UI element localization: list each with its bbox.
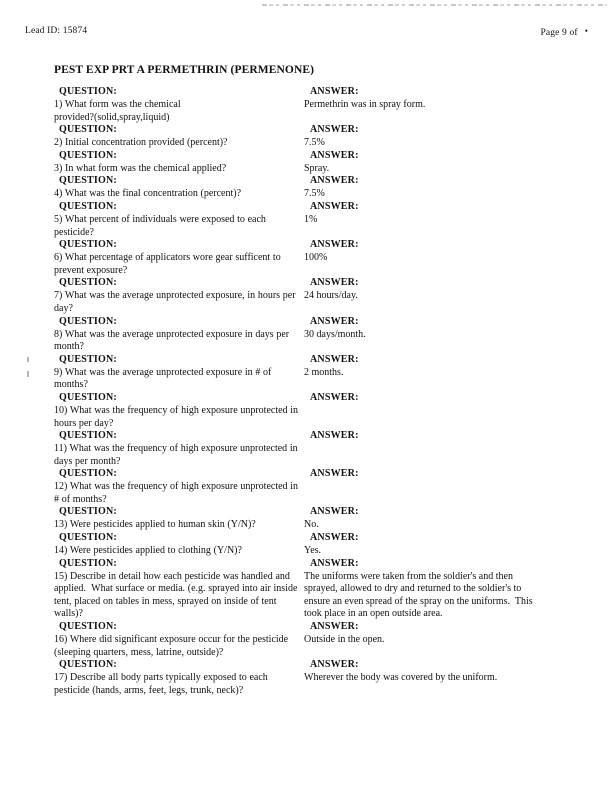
margin-speck [27, 357, 29, 362]
question-label: QUESTION: [59, 430, 117, 442]
answer-text [304, 99, 584, 112]
qa-label-row [54, 621, 584, 634]
question-line: 13) Were pesticides applied to human skin (Y/N)? [54, 519, 256, 531]
qa-label-row [54, 392, 584, 405]
question-text [54, 405, 306, 430]
qa-block [54, 175, 584, 201]
answer-line: 1% [304, 213, 318, 225]
page-number-label: Page 9 of [540, 28, 578, 38]
question-line: provided?(solid,spray,liquid) [54, 111, 170, 123]
question-line: day? [54, 302, 73, 314]
qa-block [54, 532, 584, 558]
question-line: 10) What was the frequency of high exposure unprotected in [54, 404, 299, 416]
qa-body-row [54, 405, 584, 430]
question-label: QUESTION: [59, 532, 117, 544]
qa-block [54, 239, 584, 277]
answer-label: ANSWER: [310, 200, 359, 212]
answer-line: 30 days/month. [304, 328, 366, 340]
question-text [54, 367, 306, 392]
qa-list [54, 86, 584, 697]
qa-body-row [54, 367, 584, 392]
question-line: 16) Where did significant exposure occur for the pesticide [54, 634, 289, 646]
qa-block [54, 468, 584, 506]
question-text [54, 252, 306, 277]
answer-text [304, 519, 584, 532]
question-text [54, 163, 306, 176]
qa-block [54, 316, 584, 354]
question-line: 2) Initial concentration provided (percent)? [54, 137, 228, 149]
qa-block [54, 277, 584, 315]
answer-text [304, 367, 584, 380]
qa-label-row [54, 150, 584, 163]
answer-line: Wherever the body was covered by the uniform. [304, 672, 498, 684]
qa-body-row [54, 188, 584, 201]
qa-block [54, 506, 584, 532]
answer-line: 7.5% [304, 137, 325, 149]
answer-label: ANSWER: [310, 468, 359, 480]
answer-label: ANSWER: [310, 149, 359, 161]
qa-body-row [54, 252, 584, 277]
qa-body-row [54, 99, 584, 124]
document-title: PEST EXP PRT A PERMETHRIN (PERMENONE) [54, 64, 315, 76]
answer-line: No. [304, 519, 319, 531]
answer-label: ANSWER: [310, 86, 359, 97]
question-label: QUESTION: [59, 621, 117, 633]
answer-line: Yes. [304, 545, 322, 557]
question-line: pesticide? [54, 226, 94, 238]
page-total-mark: • [584, 26, 588, 36]
scan-artifact-line [262, 4, 607, 6]
question-label: QUESTION: [59, 277, 117, 289]
qa-label-row [54, 430, 584, 443]
question-text [54, 443, 306, 468]
question-label: QUESTION: [59, 659, 117, 671]
question-label: QUESTION: [59, 239, 117, 251]
question-text [54, 329, 306, 354]
answer-label: ANSWER: [310, 315, 359, 327]
qa-label-row [54, 239, 584, 252]
qa-block [54, 354, 584, 392]
answer-line: Outside in the open. [304, 634, 385, 646]
qa-body-row [54, 214, 584, 239]
question-line: prevent exposure? [54, 264, 128, 276]
qa-block [54, 558, 584, 621]
qa-block [54, 150, 584, 176]
question-line: (sleeping quarters, mess, latrine, outside)? [54, 646, 224, 658]
answer-text [304, 290, 584, 303]
question-text [54, 188, 306, 201]
qa-block [54, 124, 584, 150]
answer-line: The uniforms were taken from the soldier's and then [304, 570, 513, 582]
question-text [54, 672, 306, 697]
qa-body-row [54, 443, 584, 468]
qa-body-row [54, 163, 584, 176]
answer-line: took place in an open outside area. [304, 608, 443, 620]
qa-block [54, 201, 584, 239]
question-line: 11) What was the frequency of high exposure unprotected in [54, 443, 298, 455]
question-label: QUESTION: [59, 391, 117, 403]
qa-body-row [54, 481, 584, 506]
qa-label-row [54, 659, 584, 672]
question-label: QUESTION: [59, 315, 117, 327]
answer-line: Permethrin was in spray form. [304, 99, 426, 110]
answer-line: ensure an even spread of the spray on the uniforms. This [304, 595, 533, 607]
qa-body-row [54, 545, 584, 558]
question-label: QUESTION: [59, 175, 117, 187]
answer-label: ANSWER: [310, 506, 359, 518]
qa-block [54, 621, 584, 659]
qa-body-row [54, 519, 584, 532]
answer-text [304, 252, 584, 265]
question-label: QUESTION: [59, 86, 117, 97]
qa-body-row [54, 329, 584, 354]
qa-label-row [54, 506, 584, 519]
answer-label: ANSWER: [310, 175, 359, 187]
question-line: # of months? [54, 493, 107, 505]
question-text [54, 634, 306, 659]
question-line: tent, placed on tables in mess, sprayed on inside of tent [54, 595, 277, 607]
question-label: QUESTION: [59, 506, 117, 518]
qa-block [54, 430, 584, 468]
question-line: 17) Describe all body parts typically exposed to each [54, 672, 268, 684]
question-line: 5) What percent of individuals were exposed to each [54, 213, 266, 225]
answer-text [304, 545, 584, 558]
qa-body-row [54, 634, 584, 659]
answer-text [304, 137, 584, 150]
question-line: 14) Were pesticides applied to clothing (Y/N)? [54, 545, 242, 557]
page-number [540, 26, 588, 38]
answer-label: ANSWER: [310, 353, 359, 365]
qa-body-row [54, 290, 584, 315]
question-text [54, 481, 306, 506]
question-label: QUESTION: [59, 557, 117, 569]
qa-label-row [54, 277, 584, 290]
qa-label-row [54, 86, 584, 99]
question-line: applied. What surface or media. (e.g. sprayed into air inside [54, 583, 298, 595]
answer-text [304, 634, 584, 647]
question-line: 8) What was the average unprotected exposure in days per [54, 328, 290, 340]
question-label: QUESTION: [59, 353, 117, 365]
question-line: month? [54, 341, 84, 353]
question-line: 9) What was the average unprotected exposure in # of [54, 366, 272, 378]
answer-text [304, 163, 584, 176]
question-label: QUESTION: [59, 200, 117, 212]
question-text [54, 519, 306, 532]
qa-label-row [54, 175, 584, 188]
answer-text [304, 672, 584, 685]
answer-text [304, 214, 584, 227]
question-label: QUESTION: [59, 468, 117, 480]
question-label: QUESTION: [59, 149, 117, 161]
question-text [54, 137, 306, 150]
answer-line: 2 months. [304, 366, 344, 378]
question-line: pesticide (hands, arms, feet, legs, trunk, neck)? [54, 684, 244, 696]
qa-body-row [54, 137, 584, 150]
question-line: 4) What was the final concentration (percent)? [54, 188, 242, 200]
qa-label-row [54, 468, 584, 481]
answer-text [304, 571, 584, 621]
answer-label: ANSWER: [310, 239, 359, 251]
answer-label: ANSWER: [310, 430, 359, 442]
question-line: 6) What percentage of applicators wore gear sufficent to [54, 252, 281, 264]
qa-label-row [54, 124, 584, 137]
question-text [54, 571, 306, 621]
answer-line: 7.5% [304, 188, 325, 200]
question-label: QUESTION: [59, 124, 117, 136]
qa-label-row [54, 532, 584, 545]
qa-body-row [54, 571, 584, 621]
question-text [54, 214, 306, 239]
qa-block [54, 392, 584, 430]
question-line: walls)? [54, 608, 83, 620]
question-line: 3) In what form was the chemical applied? [54, 162, 227, 174]
question-line: days per month? [54, 455, 121, 467]
answer-line: sprayed, allowed to dry and returned to the soldier's to [304, 583, 522, 595]
question-text [54, 545, 306, 558]
answer-line: 100% [304, 252, 328, 264]
answer-label: ANSWER: [310, 124, 359, 136]
qa-label-row [54, 354, 584, 367]
qa-label-row [54, 316, 584, 329]
question-line: 12) What was the frequency of high exposure unprotected in [54, 481, 299, 493]
question-text [54, 290, 306, 315]
question-line: months? [54, 379, 88, 391]
qa-block [54, 86, 584, 124]
answer-line: Spray. [304, 162, 330, 174]
answer-line: 24 hours/day. [304, 290, 358, 302]
answer-label: ANSWER: [310, 277, 359, 289]
question-line: 7) What was the average unprotected exposure, in hours per [54, 290, 296, 302]
qa-label-row [54, 558, 584, 571]
lead-id: Lead ID: 15874 [25, 26, 88, 36]
answer-label: ANSWER: [310, 659, 359, 671]
question-text [54, 99, 306, 124]
answer-label: ANSWER: [310, 532, 359, 544]
qa-block [54, 659, 584, 697]
page-header [0, 26, 611, 42]
question-line: hours per day? [54, 417, 114, 429]
question-line: 1) What form was the chemical [54, 99, 181, 110]
qa-label-row [54, 201, 584, 214]
margin-speck [27, 371, 29, 377]
question-line: 15) Describe in detail how each pesticide was handled and [54, 570, 290, 582]
answer-label: ANSWER: [310, 557, 359, 569]
qa-body-row [54, 672, 584, 697]
answer-text [304, 188, 584, 201]
answer-label: ANSWER: [310, 391, 359, 403]
answer-text [304, 329, 584, 342]
answer-label: ANSWER: [310, 621, 359, 633]
